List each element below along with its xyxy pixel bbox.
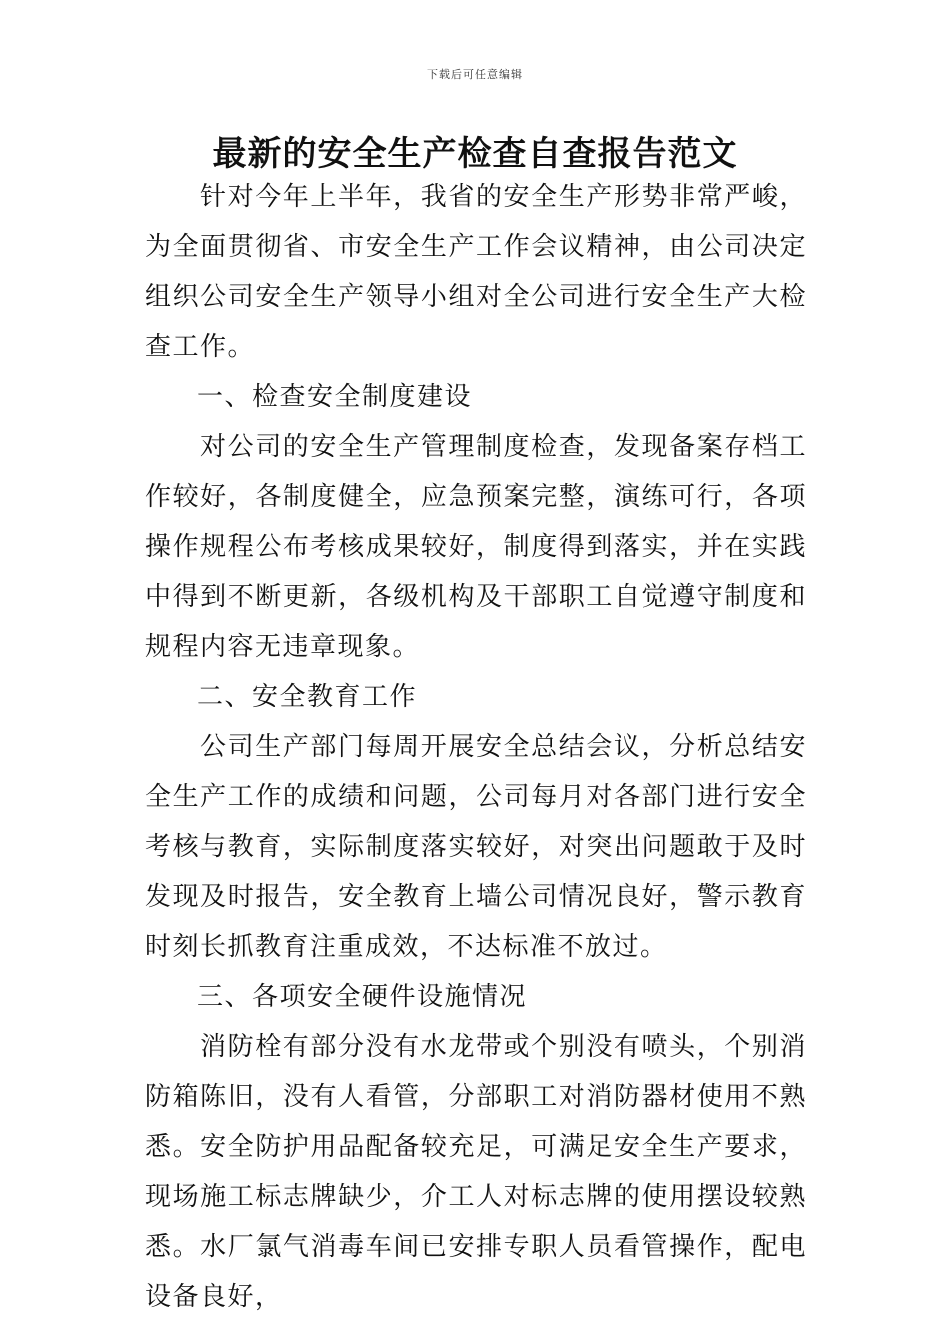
intro-paragraph: 针对今年上半年，我省的安全生产形势非常严峻，为全面贯彻省、市安全生产工作会议精神，由公司决定组织公司安全生产领导小组对全公司进行安全生产大检查工作。	[145, 182, 807, 362]
section-heading-1: 一、检查安全制度建设	[197, 382, 473, 412]
section-paragraph-3: 消防栓有部分没有水龙带或个别没有喷头，个别消防箱陈旧，没有人看管，分部职工对消防器材使用不熟悉。安全防护用品配备较充足，可满足安全生产要求，现场施工标志牌缺少，介工人对标志牌的使用摆设较熟悉。水厂氯气消毒车间已安排专职人员看管操作，配电设备良好，	[145, 1032, 807, 1312]
document-body	[145, 172, 807, 1322]
section-heading-2: 二、安全教育工作	[197, 682, 418, 712]
document-title: 最新的安全生产检查自查报告范文	[212, 134, 738, 174]
section-heading-3: 三、各项安全硬件设施情况	[197, 982, 528, 1012]
header-note: 下载后可任意编辑	[427, 68, 523, 81]
section-paragraph-1: 对公司的安全生产管理制度检查，发现备案存档工作较好，各制度健全，应急预案完整，演练可行，各项操作规程公布考核成果较好，制度得到落实，并在实践中得到不断更新，各级机构及干部职工自觉遵守制度和规程内容无违章现象。	[145, 432, 807, 662]
section-paragraph-2: 公司生产部门每周开展安全总结会议，分析总结安全生产工作的成绩和问题，公司每月对各部门进行安全考核与教育，实际制度落实较好，对突出问题敢于及时发现及时报告，安全教育上墙公司情况良好，警示教育时刻长抓教育注重成效，不达标准不放过。	[145, 732, 807, 962]
